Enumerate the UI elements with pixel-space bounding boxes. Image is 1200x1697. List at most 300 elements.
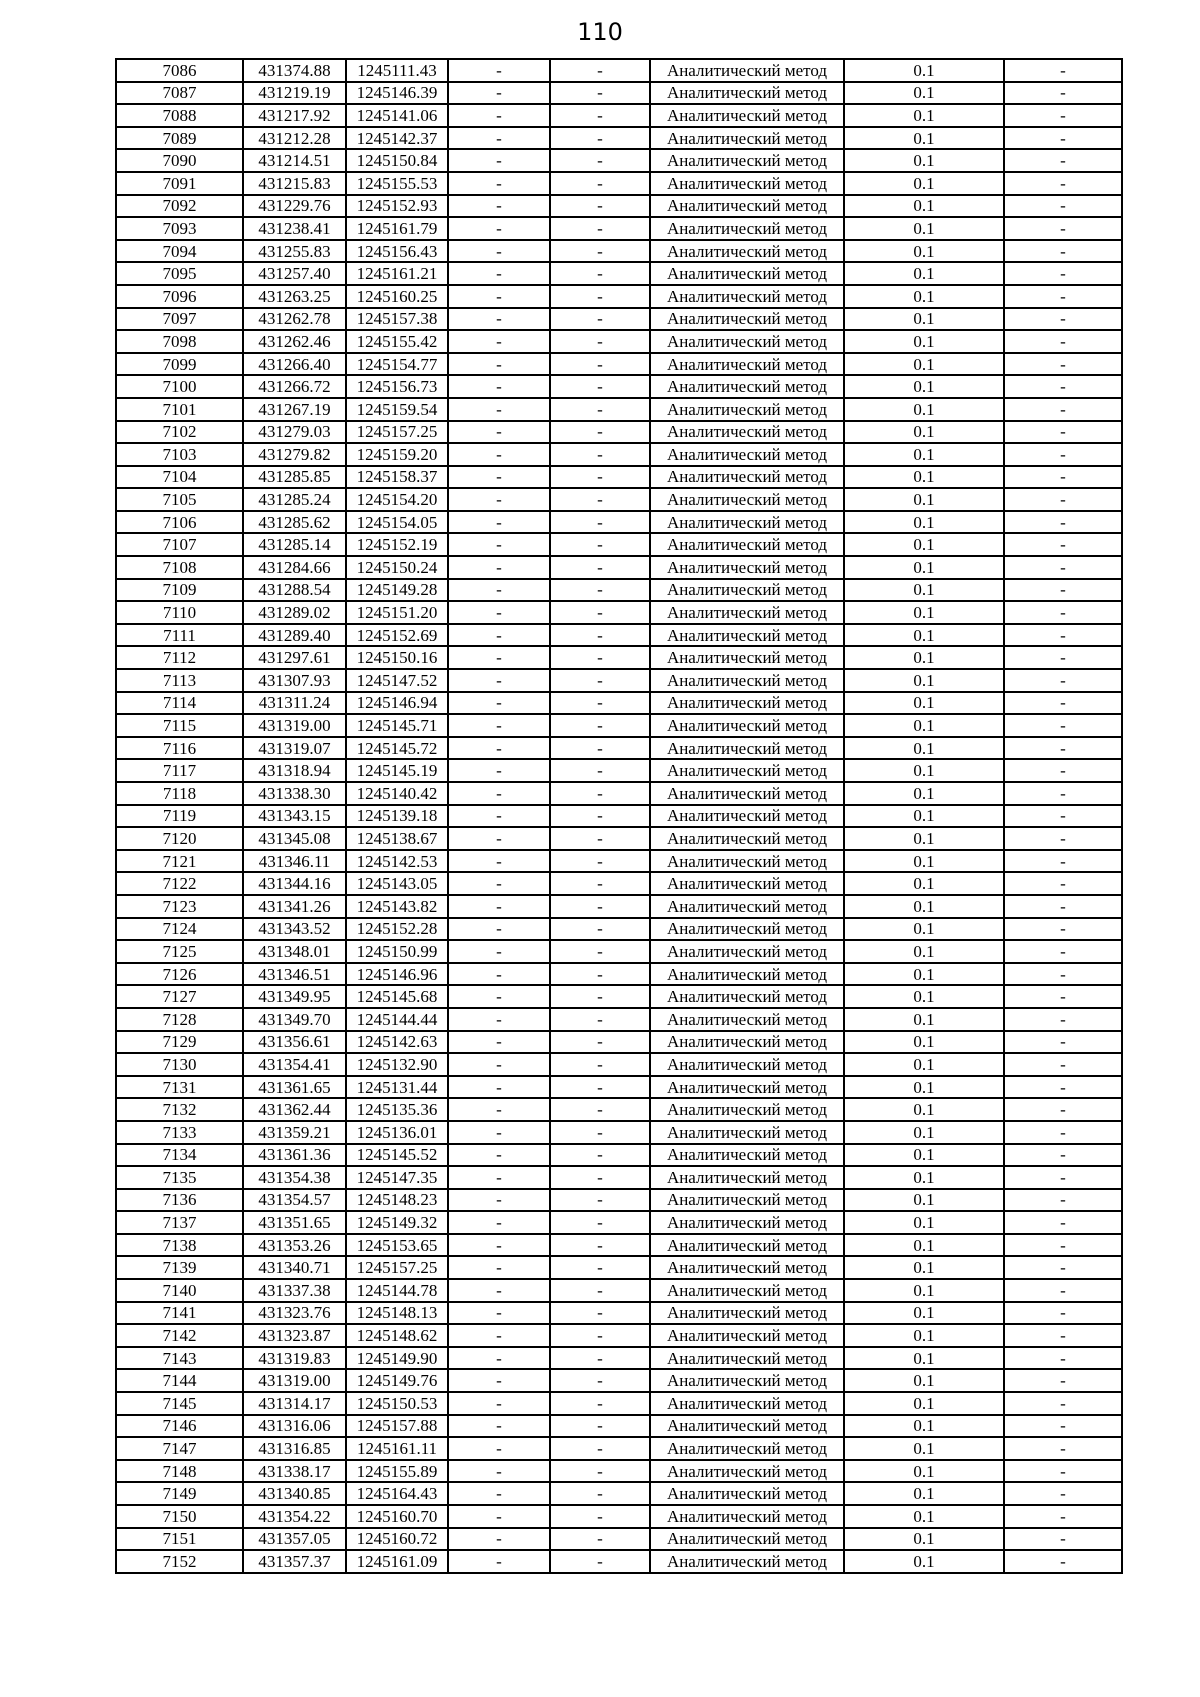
point-number-cell: 7090: [116, 149, 243, 172]
empty-cell-3: -: [1004, 624, 1122, 647]
empty-cell-1: -: [448, 1256, 550, 1279]
x-coordinate-cell: 431279.82: [243, 443, 346, 466]
empty-cell-1: -: [448, 1144, 550, 1167]
empty-cell-3: -: [1004, 850, 1122, 873]
y-coordinate-cell: 1245154.05: [346, 511, 448, 534]
empty-cell-3: -: [1004, 1415, 1122, 1438]
x-coordinate-cell: 431289.02: [243, 601, 346, 624]
empty-cell-3: -: [1004, 646, 1122, 669]
table-row: [116, 1098, 1122, 1121]
empty-cell-2: -: [550, 398, 650, 421]
empty-cell-2: -: [550, 1166, 650, 1189]
empty-cell-3: -: [1004, 1505, 1122, 1528]
table-row: [116, 1144, 1122, 1167]
y-coordinate-cell: 1245146.94: [346, 692, 448, 715]
empty-cell-1: -: [448, 714, 550, 737]
method-cell: Аналитический метод: [650, 556, 844, 579]
point-number-cell: 7151: [116, 1528, 243, 1551]
x-coordinate-cell: 431316.06: [243, 1415, 346, 1438]
method-cell: Аналитический метод: [650, 149, 844, 172]
table-row: [116, 692, 1122, 715]
point-number-cell: 7111: [116, 624, 243, 647]
point-number-cell: 7087: [116, 82, 243, 105]
method-cell: Аналитический метод: [650, 1528, 844, 1551]
x-coordinate-cell: 431319.07: [243, 737, 346, 760]
y-coordinate-cell: 1245150.24: [346, 556, 448, 579]
empty-cell-3: -: [1004, 782, 1122, 805]
accuracy-cell: 0.1: [844, 850, 1004, 873]
x-coordinate-cell: 431323.87: [243, 1324, 346, 1347]
point-number-cell: 7149: [116, 1482, 243, 1505]
empty-cell-3: -: [1004, 692, 1122, 715]
x-coordinate-cell: 431354.22: [243, 1505, 346, 1528]
point-number-cell: 7145: [116, 1392, 243, 1415]
empty-cell-3: -: [1004, 308, 1122, 331]
point-number-cell: 7102: [116, 421, 243, 444]
empty-cell-1: -: [448, 149, 550, 172]
empty-cell-3: -: [1004, 172, 1122, 195]
table-row: [116, 443, 1122, 466]
y-coordinate-cell: 1245132.90: [346, 1053, 448, 1076]
empty-cell-2: -: [550, 443, 650, 466]
empty-cell-1: -: [448, 375, 550, 398]
y-coordinate-cell: 1245144.44: [346, 1008, 448, 1031]
accuracy-cell: 0.1: [844, 172, 1004, 195]
point-number-cell: 7105: [116, 488, 243, 511]
empty-cell-3: -: [1004, 940, 1122, 963]
x-coordinate-cell: 431353.26: [243, 1234, 346, 1257]
y-coordinate-cell: 1245142.63: [346, 1031, 448, 1054]
empty-cell-1: -: [448, 533, 550, 556]
point-number-cell: 7103: [116, 443, 243, 466]
x-coordinate-cell: 431262.46: [243, 330, 346, 353]
empty-cell-3: -: [1004, 805, 1122, 828]
x-coordinate-cell: 431357.05: [243, 1528, 346, 1551]
x-coordinate-cell: 431354.57: [243, 1189, 346, 1212]
empty-cell-1: -: [448, 1031, 550, 1054]
accuracy-cell: 0.1: [844, 149, 1004, 172]
y-coordinate-cell: 1245146.39: [346, 82, 448, 105]
method-cell: Аналитический метод: [650, 1505, 844, 1528]
accuracy-cell: 0.1: [844, 1008, 1004, 1031]
table-row: [116, 1369, 1122, 1392]
y-coordinate-cell: 1245145.72: [346, 737, 448, 760]
empty-cell-2: -: [550, 1189, 650, 1212]
y-coordinate-cell: 1245111.43: [346, 59, 448, 82]
method-cell: Аналитический метод: [650, 398, 844, 421]
empty-cell-1: -: [448, 1392, 550, 1415]
point-number-cell: 7136: [116, 1189, 243, 1212]
empty-cell-1: -: [448, 1279, 550, 1302]
x-coordinate-cell: 431319.83: [243, 1347, 346, 1370]
accuracy-cell: 0.1: [844, 827, 1004, 850]
empty-cell-1: -: [448, 1369, 550, 1392]
point-number-cell: 7146: [116, 1415, 243, 1438]
method-cell: Аналитический метод: [650, 714, 844, 737]
accuracy-cell: 0.1: [844, 1256, 1004, 1279]
method-cell: Аналитический метод: [650, 1324, 844, 1347]
y-coordinate-cell: 1245147.52: [346, 669, 448, 692]
point-number-cell: 7089: [116, 127, 243, 150]
method-cell: Аналитический метод: [650, 466, 844, 489]
empty-cell-2: -: [550, 601, 650, 624]
x-coordinate-cell: 431343.52: [243, 918, 346, 941]
y-coordinate-cell: 1245164.43: [346, 1482, 448, 1505]
empty-cell-2: -: [550, 1415, 650, 1438]
accuracy-cell: 0.1: [844, 127, 1004, 150]
point-number-cell: 7117: [116, 759, 243, 782]
accuracy-cell: 0.1: [844, 353, 1004, 376]
point-number-cell: 7119: [116, 805, 243, 828]
x-coordinate-cell: 431341.26: [243, 895, 346, 918]
empty-cell-3: -: [1004, 895, 1122, 918]
y-coordinate-cell: 1245150.53: [346, 1392, 448, 1415]
method-cell: Аналитический метод: [650, 985, 844, 1008]
accuracy-cell: 0.1: [844, 918, 1004, 941]
empty-cell-2: -: [550, 759, 650, 782]
point-number-cell: 7124: [116, 918, 243, 941]
method-cell: Аналитический метод: [650, 669, 844, 692]
empty-cell-3: -: [1004, 488, 1122, 511]
x-coordinate-cell: 431361.65: [243, 1076, 346, 1099]
method-cell: Аналитический метод: [650, 1031, 844, 1054]
empty-cell-1: -: [448, 669, 550, 692]
y-coordinate-cell: 1245153.65: [346, 1234, 448, 1257]
accuracy-cell: 0.1: [844, 1121, 1004, 1144]
empty-cell-2: -: [550, 1392, 650, 1415]
y-coordinate-cell: 1245150.84: [346, 149, 448, 172]
empty-cell-3: -: [1004, 285, 1122, 308]
empty-cell-1: -: [448, 1415, 550, 1438]
y-coordinate-cell: 1245142.53: [346, 850, 448, 873]
empty-cell-1: -: [448, 217, 550, 240]
point-number-cell: 7115: [116, 714, 243, 737]
empty-cell-1: -: [448, 127, 550, 150]
table-row: [116, 827, 1122, 850]
accuracy-cell: 0.1: [844, 985, 1004, 1008]
table-row: [116, 1460, 1122, 1483]
empty-cell-3: -: [1004, 1347, 1122, 1370]
empty-cell-3: -: [1004, 1460, 1122, 1483]
empty-cell-1: -: [448, 195, 550, 218]
empty-cell-3: -: [1004, 511, 1122, 534]
table-row: [116, 262, 1122, 285]
empty-cell-2: -: [550, 466, 650, 489]
empty-cell-1: -: [448, 646, 550, 669]
y-coordinate-cell: 1245148.23: [346, 1189, 448, 1212]
empty-cell-1: -: [448, 872, 550, 895]
y-coordinate-cell: 1245144.78: [346, 1279, 448, 1302]
empty-cell-3: -: [1004, 533, 1122, 556]
method-cell: Аналитический метод: [650, 827, 844, 850]
empty-cell-3: -: [1004, 601, 1122, 624]
point-number-cell: 7088: [116, 104, 243, 127]
accuracy-cell: 0.1: [844, 262, 1004, 285]
empty-cell-2: -: [550, 421, 650, 444]
accuracy-cell: 0.1: [844, 1324, 1004, 1347]
empty-cell-1: -: [448, 1302, 550, 1325]
accuracy-cell: 0.1: [844, 805, 1004, 828]
y-coordinate-cell: 1245161.21: [346, 262, 448, 285]
point-number-cell: 7128: [116, 1008, 243, 1031]
x-coordinate-cell: 431361.36: [243, 1144, 346, 1167]
table-row: [116, 1121, 1122, 1144]
empty-cell-2: -: [550, 1234, 650, 1257]
empty-cell-2: -: [550, 1550, 650, 1573]
empty-cell-3: -: [1004, 443, 1122, 466]
x-coordinate-cell: 431288.54: [243, 579, 346, 602]
point-number-cell: 7127: [116, 985, 243, 1008]
accuracy-cell: 0.1: [844, 488, 1004, 511]
method-cell: Аналитический метод: [650, 782, 844, 805]
point-number-cell: 7091: [116, 172, 243, 195]
y-coordinate-cell: 1245157.38: [346, 308, 448, 331]
empty-cell-1: -: [448, 1437, 550, 1460]
table-row: [116, 375, 1122, 398]
y-coordinate-cell: 1245154.77: [346, 353, 448, 376]
point-number-cell: 7125: [116, 940, 243, 963]
method-cell: Аналитический метод: [650, 1392, 844, 1415]
point-number-cell: 7140: [116, 1279, 243, 1302]
table-row: [116, 1347, 1122, 1370]
empty-cell-2: -: [550, 963, 650, 986]
method-cell: Аналитический метод: [650, 1347, 844, 1370]
table-row: [116, 579, 1122, 602]
table-row: [116, 1392, 1122, 1415]
x-coordinate-cell: 431307.93: [243, 669, 346, 692]
empty-cell-3: -: [1004, 262, 1122, 285]
empty-cell-2: -: [550, 1144, 650, 1167]
point-number-cell: 7101: [116, 398, 243, 421]
point-number-cell: 7135: [116, 1166, 243, 1189]
method-cell: Аналитический метод: [650, 872, 844, 895]
empty-cell-3: -: [1004, 375, 1122, 398]
empty-cell-3: -: [1004, 1550, 1122, 1573]
x-coordinate-cell: 431354.41: [243, 1053, 346, 1076]
accuracy-cell: 0.1: [844, 646, 1004, 669]
y-coordinate-cell: 1245157.25: [346, 421, 448, 444]
empty-cell-3: -: [1004, 1324, 1122, 1347]
empty-cell-3: -: [1004, 59, 1122, 82]
empty-cell-3: -: [1004, 1211, 1122, 1234]
accuracy-cell: 0.1: [844, 398, 1004, 421]
empty-cell-1: -: [448, 353, 550, 376]
empty-cell-2: -: [550, 172, 650, 195]
y-coordinate-cell: 1245150.16: [346, 646, 448, 669]
empty-cell-1: -: [448, 827, 550, 850]
x-coordinate-cell: 431267.19: [243, 398, 346, 421]
y-coordinate-cell: 1245143.82: [346, 895, 448, 918]
empty-cell-3: -: [1004, 556, 1122, 579]
empty-cell-1: -: [448, 1460, 550, 1483]
point-number-cell: 7104: [116, 466, 243, 489]
table-row: [116, 330, 1122, 353]
y-coordinate-cell: 1245155.53: [346, 172, 448, 195]
table-row: [116, 1324, 1122, 1347]
table-row: [116, 1008, 1122, 1031]
empty-cell-2: -: [550, 940, 650, 963]
y-coordinate-cell: 1245131.44: [346, 1076, 448, 1099]
empty-cell-3: -: [1004, 1144, 1122, 1167]
point-number-cell: 7148: [116, 1460, 243, 1483]
table-row: [116, 805, 1122, 828]
x-coordinate-cell: 431266.40: [243, 353, 346, 376]
x-coordinate-cell: 431279.03: [243, 421, 346, 444]
page-number: 110: [577, 18, 623, 46]
empty-cell-3: -: [1004, 872, 1122, 895]
table-row: [116, 963, 1122, 986]
empty-cell-1: -: [448, 737, 550, 760]
table-row: [116, 195, 1122, 218]
method-cell: Аналитический метод: [650, 127, 844, 150]
x-coordinate-cell: 431343.15: [243, 805, 346, 828]
empty-cell-1: -: [448, 805, 550, 828]
point-number-cell: 7133: [116, 1121, 243, 1144]
empty-cell-1: -: [448, 1505, 550, 1528]
x-coordinate-cell: 431337.38: [243, 1279, 346, 1302]
empty-cell-1: -: [448, 782, 550, 805]
y-coordinate-cell: 1245148.62: [346, 1324, 448, 1347]
x-coordinate-cell: 431323.76: [243, 1302, 346, 1325]
empty-cell-2: -: [550, 1482, 650, 1505]
empty-cell-3: -: [1004, 1166, 1122, 1189]
accuracy-cell: 0.1: [844, 1437, 1004, 1460]
method-cell: Аналитический метод: [650, 1482, 844, 1505]
method-cell: Аналитический метод: [650, 1008, 844, 1031]
table-row: [116, 646, 1122, 669]
table-row: [116, 601, 1122, 624]
method-cell: Аналитический метод: [650, 692, 844, 715]
empty-cell-2: -: [550, 1505, 650, 1528]
table-row: [116, 918, 1122, 941]
y-coordinate-cell: 1245145.71: [346, 714, 448, 737]
point-number-cell: 7130: [116, 1053, 243, 1076]
x-coordinate-cell: 431349.95: [243, 985, 346, 1008]
y-coordinate-cell: 1245152.93: [346, 195, 448, 218]
x-coordinate-cell: 431238.41: [243, 217, 346, 240]
table-row: [116, 149, 1122, 172]
method-cell: Аналитический метод: [650, 1189, 844, 1212]
table-row: [116, 872, 1122, 895]
x-coordinate-cell: 431344.16: [243, 872, 346, 895]
table-row: [116, 1234, 1122, 1257]
y-coordinate-cell: 1245160.70: [346, 1505, 448, 1528]
accuracy-cell: 0.1: [844, 1189, 1004, 1212]
point-number-cell: 7139: [116, 1256, 243, 1279]
empty-cell-2: -: [550, 240, 650, 263]
table-row: [116, 759, 1122, 782]
empty-cell-3: -: [1004, 963, 1122, 986]
y-coordinate-cell: 1245145.52: [346, 1144, 448, 1167]
table-row: [116, 1550, 1122, 1573]
empty-cell-2: -: [550, 82, 650, 105]
y-coordinate-cell: 1245138.67: [346, 827, 448, 850]
empty-cell-2: -: [550, 1460, 650, 1483]
table-row: [116, 466, 1122, 489]
method-cell: Аналитический метод: [650, 1098, 844, 1121]
y-coordinate-cell: 1245161.11: [346, 1437, 448, 1460]
table-row: [116, 1031, 1122, 1054]
x-coordinate-cell: 431311.24: [243, 692, 346, 715]
accuracy-cell: 0.1: [844, 195, 1004, 218]
x-coordinate-cell: 431318.94: [243, 759, 346, 782]
empty-cell-2: -: [550, 330, 650, 353]
accuracy-cell: 0.1: [844, 466, 1004, 489]
empty-cell-2: -: [550, 217, 650, 240]
table-body: [116, 59, 1122, 1573]
accuracy-cell: 0.1: [844, 782, 1004, 805]
empty-cell-1: -: [448, 466, 550, 489]
accuracy-cell: 0.1: [844, 669, 1004, 692]
y-coordinate-cell: 1245149.32: [346, 1211, 448, 1234]
empty-cell-3: -: [1004, 466, 1122, 489]
x-coordinate-cell: 431359.21: [243, 1121, 346, 1144]
method-cell: Аналитический метод: [650, 59, 844, 82]
method-cell: Аналитический метод: [650, 646, 844, 669]
accuracy-cell: 0.1: [844, 737, 1004, 760]
point-number-cell: 7100: [116, 375, 243, 398]
x-coordinate-cell: 431319.00: [243, 1369, 346, 1392]
method-cell: Аналитический метод: [650, 940, 844, 963]
empty-cell-1: -: [448, 82, 550, 105]
point-number-cell: 7134: [116, 1144, 243, 1167]
x-coordinate-cell: 431285.14: [243, 533, 346, 556]
x-coordinate-cell: 431257.40: [243, 262, 346, 285]
table-row: [116, 1256, 1122, 1279]
accuracy-cell: 0.1: [844, 1528, 1004, 1551]
empty-cell-2: -: [550, 533, 650, 556]
x-coordinate-cell: 431349.70: [243, 1008, 346, 1031]
table-row: [116, 1482, 1122, 1505]
accuracy-cell: 0.1: [844, 601, 1004, 624]
empty-cell-3: -: [1004, 714, 1122, 737]
empty-cell-1: -: [448, 511, 550, 534]
table-row: [116, 1053, 1122, 1076]
empty-cell-2: -: [550, 1098, 650, 1121]
method-cell: Аналитический метод: [650, 375, 844, 398]
empty-cell-1: -: [448, 172, 550, 195]
empty-cell-2: -: [550, 1347, 650, 1370]
empty-cell-1: -: [448, 1550, 550, 1573]
empty-cell-3: -: [1004, 127, 1122, 150]
table-row: [116, 782, 1122, 805]
x-coordinate-cell: 431314.17: [243, 1392, 346, 1415]
point-number-cell: 7107: [116, 533, 243, 556]
y-coordinate-cell: 1245152.69: [346, 624, 448, 647]
method-cell: Аналитический метод: [650, 285, 844, 308]
empty-cell-2: -: [550, 850, 650, 873]
table-row: [116, 669, 1122, 692]
method-cell: Аналитический метод: [650, 895, 844, 918]
x-coordinate-cell: 431374.88: [243, 59, 346, 82]
empty-cell-2: -: [550, 782, 650, 805]
empty-cell-1: -: [448, 398, 550, 421]
empty-cell-1: -: [448, 1189, 550, 1212]
empty-cell-3: -: [1004, 1076, 1122, 1099]
empty-cell-3: -: [1004, 1053, 1122, 1076]
method-cell: Аналитический метод: [650, 1369, 844, 1392]
table-row: [116, 1166, 1122, 1189]
empty-cell-2: -: [550, 511, 650, 534]
method-cell: Аналитический метод: [650, 1550, 844, 1573]
method-cell: Аналитический метод: [650, 1144, 844, 1167]
y-coordinate-cell: 1245149.76: [346, 1369, 448, 1392]
method-cell: Аналитический метод: [650, 195, 844, 218]
table-row: [116, 737, 1122, 760]
empty-cell-2: -: [550, 488, 650, 511]
table-row: [116, 940, 1122, 963]
accuracy-cell: 0.1: [844, 1144, 1004, 1167]
